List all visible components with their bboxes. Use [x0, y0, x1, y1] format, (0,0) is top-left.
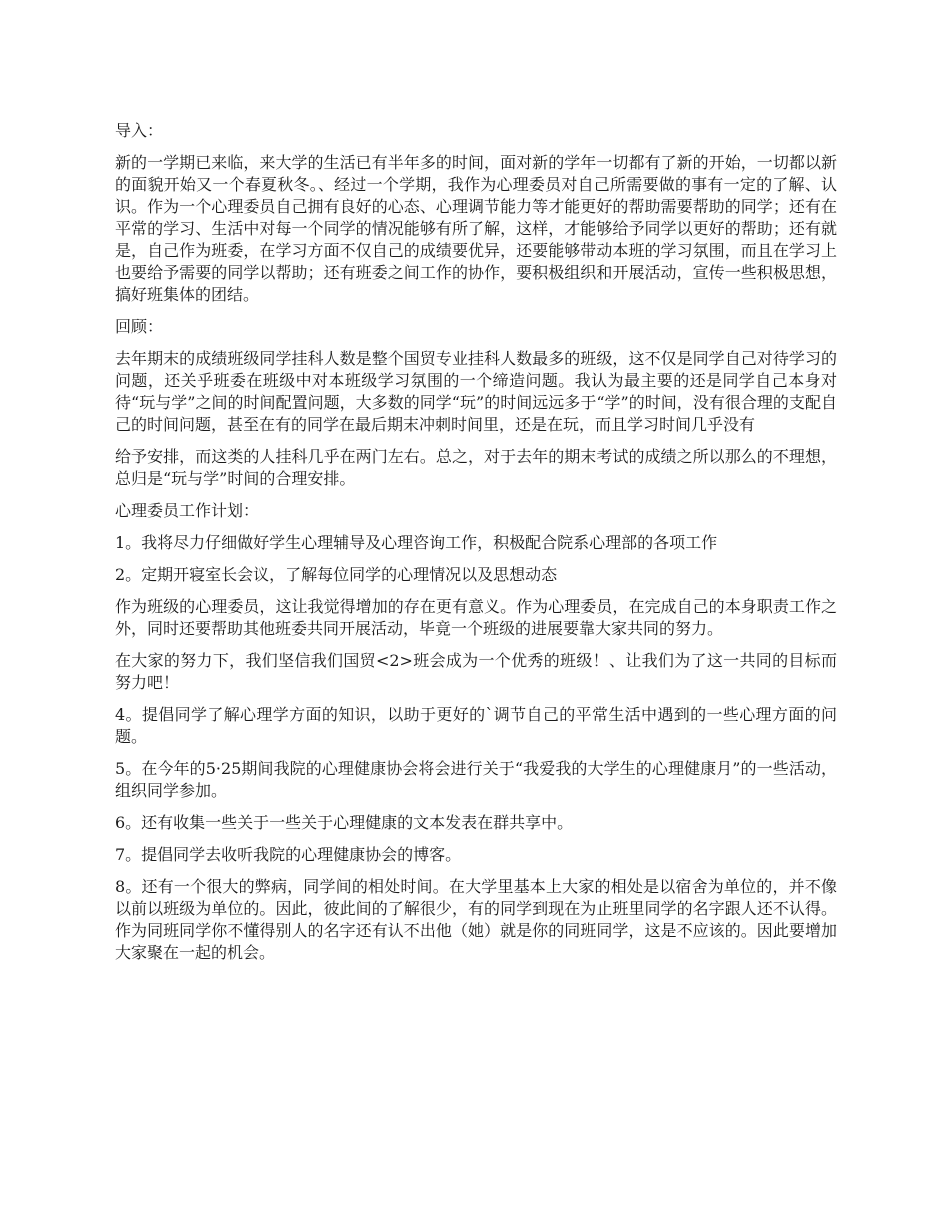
plan-item-4: 4。提倡同学了解心理学方面的知识，以助于更好的`调节自己的平常生活中遇到的一些心理方面的问题。: [115, 705, 837, 746]
plan-item-5: 5。在今年的5·25期间我院的心理健康协会将会进行关于“我爱我的大学生的心理健康月”的一些活动，组织同学参加。: [115, 759, 837, 800]
intro-paragraph: 新的一学期已来临，来大学的生活已有半年多的时间，面对新的学年一切都有了新的开始，一切都以新的面貌开始又一个春夏秋冬。、经过一个学期，我作为心理委员对自己所需要做的事有一定的了解、认识。作为一个心理委员自己拥有良好的心态、心理调节能力等才能更好的帮助需要帮助的同学；还有在平常的学习、生活中对每一个同学的情况能够有所了解，这样，才能够给予同学以更好的帮助；还有就是，自己作为班委，在学习方面不仅自己的成绩要优异，还要能够带动本班的学习氛围，而且在学习上也要给予需要的同学以帮助；还有班委之间工作的协作，要积极组织和开展活动，宣传一些积极思想，搞好班集体的团结。: [115, 153, 837, 304]
plan-item-7: 7。提倡同学去收听我院的心理健康协会的博客。: [115, 845, 462, 864]
plan-item-6: 6。还有收集一些关于一些关于心理健康的文本发表在群共享中。: [115, 813, 574, 832]
goal-paragraph: 在大家的努力下，我们坚信我们国贸<2>班会成为一个优秀的班级！、让我们为了这一共同的目标而努力吧！: [115, 651, 837, 692]
document-page: [115, 120, 837, 974]
plan-item-2: 2。定期开寝室长会议，了解每位同学的心理情况以及思想动态: [115, 565, 558, 584]
intro-heading: 导入：: [115, 121, 164, 140]
plan-heading: 心理委员工作计划：: [115, 501, 260, 520]
review-paragraph-1: 去年期末的成绩班级同学挂科人数是整个国贸专业挂科人数最多的班级，这不仅是同学自己对待学习的问题，还关乎班委在班级中对本班级学习氛围的一个缔造问题。我认为最主要的还是同学自己本身对待“玩与学”之间的时间配置问题，大多数的同学“玩”的时间远远多于“学”的时间，没有很合理的支配自己的时间问题，甚至在有的同学在最后期末冲刺时间里，还是在玩，而且学习时间几乎没有: [115, 349, 837, 434]
plan-item-8: 8。还有一个很大的弊病，同学间的相处时间。在大学里基本上大家的相处是以宿舍为单位的，并不像以前以班级为单位的。因此，彼此间的了解很少，有的同学到现在为止班里同学的名字跟人还不认得。作为同班同学你不懂得别人的名字还有认不出他（她）就是你的同班同学，这是不应该的。因此要增加大家聚在一起的机会。: [115, 877, 837, 962]
review-paragraph-2: 给予安排，而这类的人挂科几乎在两门左右。总之，对于去年的期末考试的成绩之所以那么的不理想，总归是“玩与学”时间的合理安排。: [115, 447, 837, 488]
plan-item-1: 1。我将尽力仔细做好学生心理辅导及心理咨询工作，积极配合院系心理部的各项工作: [115, 533, 718, 552]
review-heading: 回顾：: [115, 317, 164, 336]
meaning-paragraph: 作为班级的心理委员，这让我觉得增加的存在更有意义。作为心理委员，在完成自己的本身职责工作之外，同时还要帮助其他班委共同开展活动，毕竟一个班级的进展要靠大家共同的努力。: [115, 597, 837, 638]
